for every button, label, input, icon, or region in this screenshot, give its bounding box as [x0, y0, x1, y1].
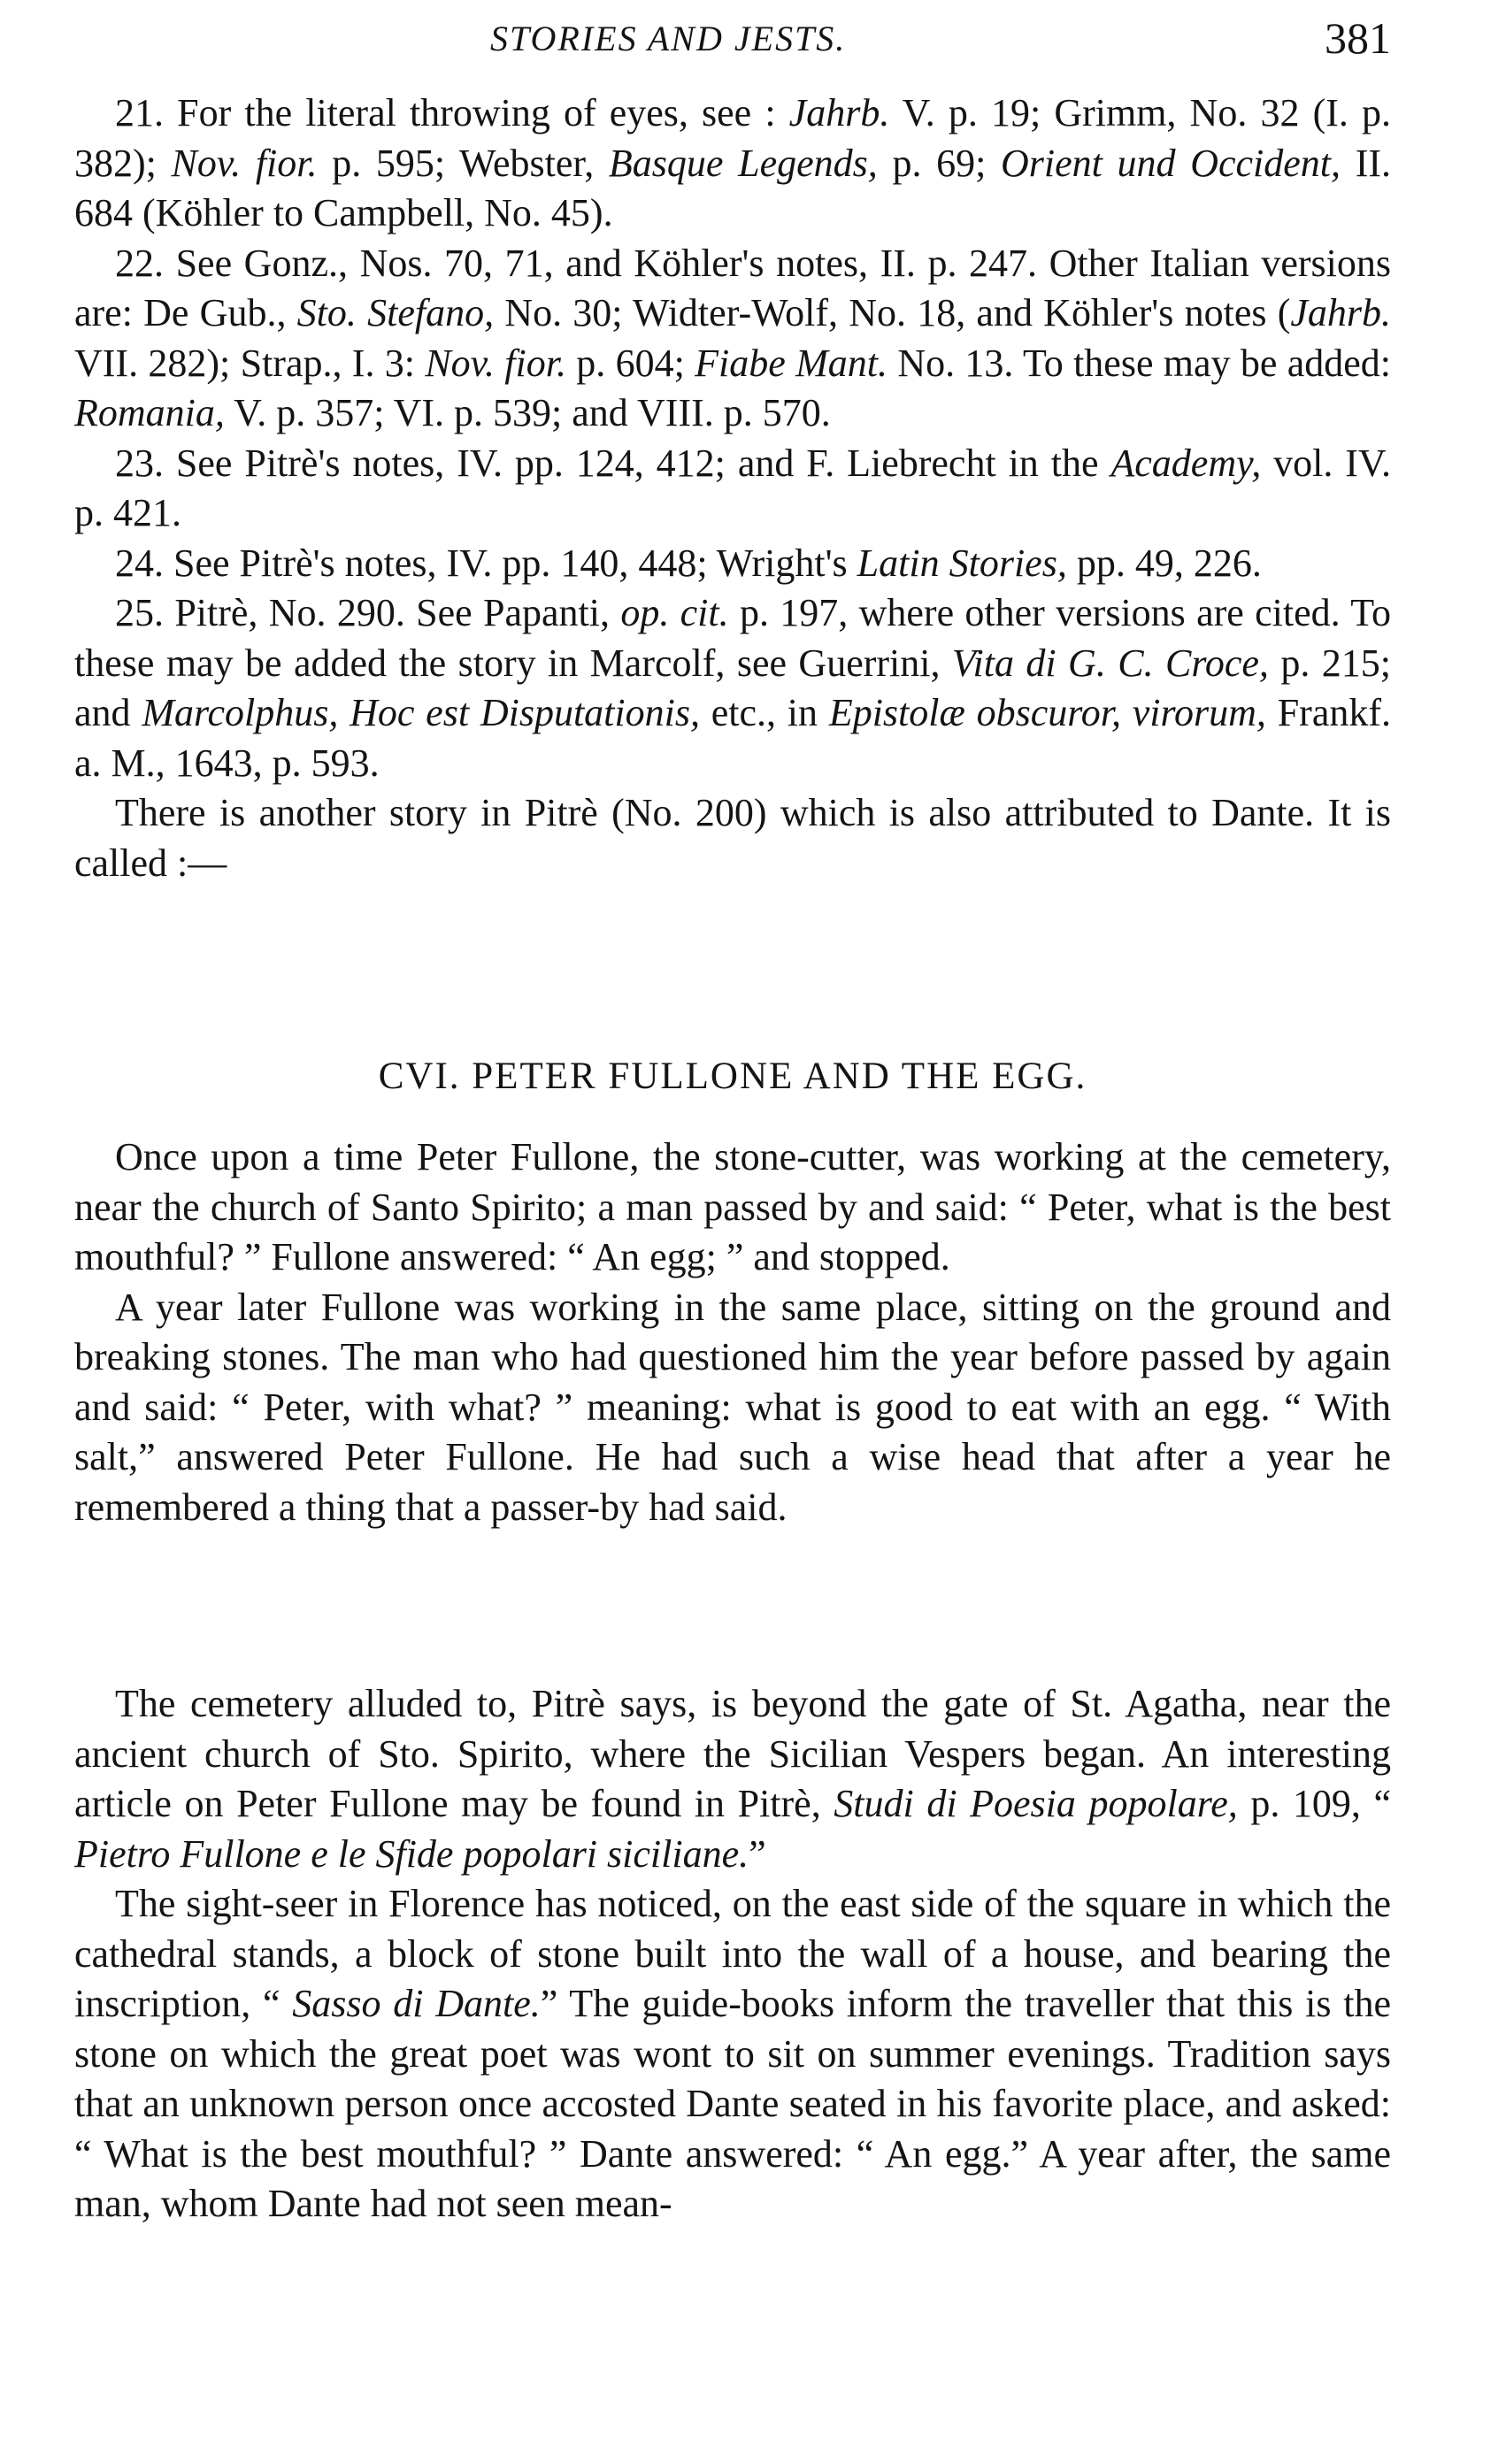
book-page — [74, 0, 1391, 2464]
text-span: 24. See Pitrè's notes, IV. pp. 140, 448; Wright's — [115, 541, 857, 585]
italic-span: Jahrb. — [788, 91, 890, 134]
text-span: 21. For the literal throwing of eyes, see : — [115, 91, 789, 134]
text-span: p. 215; and — [74, 641, 1391, 734]
text-span: p. 595; Webster, — [317, 141, 609, 185]
text-span: pp. 49, 226. — [1066, 541, 1262, 585]
italic-span: Jahrb. — [1290, 291, 1392, 334]
footnote-paragraph — [74, 239, 1391, 439]
text-span: p. 69; — [877, 141, 1001, 185]
text-span: 25. Pitrè, No. 290. See Papanti, — [115, 591, 621, 634]
italic-span: Vita di G. C. Croce, — [951, 641, 1269, 685]
text-span: V. p. 19; Grimm, No. 32 (I. p. 382); — [74, 91, 1391, 185]
text-span: 22. See Gonz., Nos. 70, 71, and Köhler's notes, II. p. 247. Other Italian versions are: De Gub., — [74, 241, 1391, 334]
text-span: No. 13. To these may be added: — [887, 341, 1392, 385]
italic-span: Orient und Occident, — [1001, 141, 1341, 185]
text-span: Once upon a time Peter Fullone, the stone-cutter, was working at the cemetery, near the church of Santo Spirito; a man passed by and said: “ Peter, what is the best mouthful? ” Fullone answered: “ An egg; ” and stopped. — [74, 1135, 1391, 1278]
italic-span: Sasso di Dante. — [292, 1982, 541, 2025]
text-span: VII. 282); Strap., I. 3: — [74, 341, 426, 385]
italic-span: Epistolæ obscuror, virorum, — [828, 691, 1266, 734]
text-span: p. 109, “ — [1237, 1782, 1392, 1825]
text-span: The cemetery alluded to, Pitrè says, is beyond the gate of St. Agatha, near the ancient church of Sto. Spirito, where the Sicilian Vespers began. An interesting article on Peter Fullone may be found in Pitrè, — [74, 1682, 1391, 1825]
text-span: No. 30; Widter-Wolf, No. 18, and Köhler's notes ( — [494, 291, 1291, 334]
italic-span: Marcolphus, Hoc est Disputationis, — [142, 691, 700, 734]
italic-span: Sto. Stefano, — [296, 291, 495, 334]
italic-span: Fiabe Mant. — [695, 341, 887, 385]
commentary-text — [74, 1679, 1391, 2230]
italic-span: Nov. fior. — [425, 341, 566, 385]
running-head — [74, 7, 1391, 69]
text-span: The sight-seer in Florence has noticed, on the east side of the square in which the cathedral stands, a block of stone built into the wall of a house, and bearing the inscription, “ — [74, 1882, 1391, 2025]
footnote-paragraph — [74, 588, 1391, 788]
italic-span: Latin Stories, — [857, 541, 1067, 585]
italic-span: Basque Legends, — [608, 141, 878, 185]
italic-span: Pietro Fullone e le Sfide popolari siciliane. — [74, 1831, 749, 1876]
footnotes-block — [74, 88, 1391, 888]
story-paragraph — [74, 1283, 1391, 1533]
text-span: Frankf. a. M., 1643, p. 593. — [74, 691, 1391, 785]
text-span: p. 197, where other versions are cited. To these may be added the story in Marcolf, see Guerrini, — [74, 591, 1391, 685]
text-span: There is another story in Pitrè (No. 200) which is also attributed to Dante. It is called :— — [74, 791, 1391, 885]
story-text — [74, 1132, 1391, 1532]
commentary-paragraph — [74, 1679, 1391, 1879]
text-span: ” The guide-books inform the traveller that this is the stone on which the great poet was wont to sit on summer evenings. Tradition says that an unknown person once accosted Dante seated in his favorite place, and asked: “ What is the best mouthful? ” Dante answered: “ An egg.” A year after, the same man, whom Dante had not seen mean- — [74, 1982, 1392, 2225]
story-paragraph — [74, 1132, 1391, 1283]
text-span: vol. IV. p. 421. — [74, 441, 1392, 534]
section-title: CVI. PETER FULLONE AND THE EGG. — [378, 1055, 1087, 1097]
page-number: 381 — [1325, 13, 1391, 63]
commentary-paragraph — [74, 1879, 1391, 2230]
italic-span: Studi di Poesia popolare, — [834, 1782, 1238, 1825]
text-span: ” — [749, 1831, 766, 1876]
footnote-paragraph — [74, 539, 1391, 589]
footnote-paragraph — [74, 88, 1391, 239]
text-span: 23. See Pitrè's notes, IV. pp. 124, 412; and F. Liebrecht in the — [115, 441, 1111, 485]
text-span: V. p. 357; VI. p. 539; and VIII. p. 570. — [224, 391, 831, 434]
italic-span: Romania, — [74, 391, 225, 434]
text-span: A year later Fullone was working in the same place, sitting on the ground and breaking stones. The man who had questioned him the year before passed by again and said: “ Peter, with what? ” meaning: what is good to eat with an egg. “ With salt,” answered Peter Fullone. He had such a wise head that after a year he remembered a thing that a passer-by had said. — [74, 1285, 1391, 1529]
text-span: p. 604; — [565, 341, 695, 385]
italic-span: op. cit. — [620, 591, 729, 634]
footnote-paragraph — [74, 788, 1391, 888]
running-title: STORIES AND JESTS. — [490, 19, 847, 58]
italic-span: Academy, — [1110, 441, 1262, 485]
italic-span: Nov. fior. — [171, 141, 318, 185]
footnote-paragraph — [74, 439, 1391, 539]
text-span: etc., in — [699, 691, 829, 734]
text-span: II. 684 (Köhler to Campbell, No. 45). — [74, 141, 1391, 234]
